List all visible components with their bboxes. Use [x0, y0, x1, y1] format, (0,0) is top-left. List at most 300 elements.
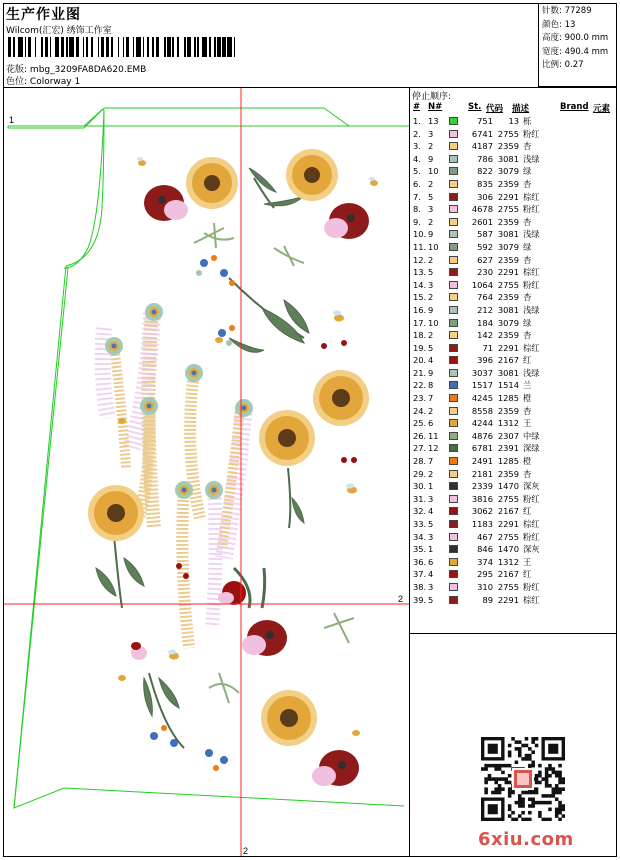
stop-row	[412, 531, 616, 544]
needle-number: 9	[428, 153, 434, 164]
thread-description: 栎	[523, 116, 532, 126]
color-swatch	[449, 256, 458, 264]
stop-row	[412, 266, 616, 279]
bee	[346, 484, 357, 494]
thread-description: 杏	[523, 405, 532, 416]
stop-row	[412, 392, 616, 405]
needle-number: 8	[428, 380, 434, 391]
stitch-count: 4187	[471, 141, 493, 152]
header-stitches: St.	[468, 102, 482, 112]
needle-number: 4	[428, 355, 434, 366]
color-swatch	[449, 268, 458, 276]
stop-number: 7.	[413, 191, 421, 202]
stitch-count: 822	[477, 166, 493, 177]
thread-code: 2359	[497, 468, 519, 479]
thread-code: 2167	[497, 355, 519, 366]
color-swatch	[449, 533, 458, 541]
needle-number: 3	[428, 531, 434, 542]
guide-label-bottom: 2	[243, 846, 249, 856]
stop-number: 34.	[413, 531, 427, 542]
column-divider	[409, 87, 410, 857]
stop-row	[412, 317, 616, 330]
sunflower	[88, 485, 144, 541]
stitch-count: 212	[477, 304, 493, 315]
thread-description: 粉红	[523, 128, 540, 139]
thread-code: 3081	[497, 153, 519, 164]
thread-description: 红	[523, 355, 532, 366]
stop-number: 27.	[413, 443, 427, 454]
stitch-count: 2601	[471, 216, 493, 227]
thread-description: 粉红	[523, 279, 540, 290]
stop-row	[412, 594, 616, 607]
color-swatch	[449, 281, 458, 289]
stop-number: 23.	[413, 393, 427, 404]
stitch-count: 2339	[471, 481, 493, 492]
color-swatch	[449, 419, 458, 427]
header-element: 元素	[593, 104, 611, 114]
bee	[352, 730, 360, 736]
watermark: 6xiu.com	[478, 829, 574, 850]
garment-armhole	[66, 110, 104, 266]
color-swatch	[449, 293, 458, 301]
feather-eyes	[105, 303, 253, 499]
header-no: #	[413, 102, 421, 112]
thread-description: 粉红	[523, 493, 540, 504]
thread-description: 绿	[523, 166, 532, 177]
thread-code: 1285	[497, 393, 519, 404]
thread-description: 绿	[523, 241, 532, 252]
stitch-count: 751	[477, 116, 493, 126]
stop-row	[412, 304, 616, 317]
thread-description: 杏	[523, 292, 532, 303]
bee	[369, 177, 378, 186]
stop-number: 17.	[413, 317, 427, 328]
stat-height: 高度: 900.0 mm	[542, 33, 609, 43]
barcode	[8, 37, 236, 57]
thread-code: 2755	[497, 493, 519, 504]
colorway	[6, 74, 80, 87]
header-needle: N#	[428, 102, 443, 112]
poppy	[144, 185, 188, 221]
needle-number: 5	[428, 594, 434, 605]
stop-number: 8.	[413, 204, 421, 215]
stop-number: 31.	[413, 493, 427, 504]
stop-number: 9.	[413, 216, 421, 227]
needle-number: 6	[428, 556, 434, 567]
needle-number: 13	[428, 116, 439, 126]
stop-row	[412, 417, 616, 430]
color-swatch	[449, 545, 458, 553]
needle-number: 5	[428, 191, 434, 202]
poppy	[131, 642, 147, 660]
needle-number: 9	[428, 367, 434, 378]
stop-number: 18.	[413, 330, 427, 341]
thread-code: 2291	[497, 342, 519, 353]
stop-number: 10.	[413, 229, 427, 240]
stop-number: 6.	[413, 178, 421, 189]
stop-row	[412, 228, 616, 241]
header-code: 代码	[486, 104, 504, 114]
thread-code: 3081	[497, 304, 519, 315]
thread-code: 2291	[497, 594, 519, 605]
thread-code: 1312	[497, 418, 519, 429]
stop-number: 38.	[413, 581, 427, 592]
needle-number: 2	[428, 254, 434, 265]
thread-description: 红	[523, 569, 532, 580]
stats-box	[538, 3, 617, 87]
color-swatch	[449, 583, 458, 591]
color-swatch	[449, 356, 458, 364]
needle-number: 2	[428, 141, 434, 152]
garment-shoulder	[84, 108, 104, 126]
embroidery-preview	[4, 88, 409, 856]
stop-number: 12.	[413, 254, 427, 265]
stitch-count: 2491	[471, 456, 493, 467]
stop-number: 3.	[413, 141, 421, 152]
thread-code: 2359	[497, 292, 519, 303]
stop-row	[412, 518, 616, 531]
stop-row	[412, 178, 616, 191]
stop-row	[412, 581, 616, 594]
company-name: Wilcom(汇宏) 绣饰工作室	[6, 26, 112, 36]
thread-code: 2359	[497, 330, 519, 341]
thread-code: 2391	[497, 443, 519, 454]
needle-number: 2	[428, 468, 434, 479]
stop-number: 2.	[413, 128, 421, 139]
stitch-count: 764	[477, 292, 493, 303]
sunflower	[186, 157, 238, 209]
stop-row	[412, 279, 616, 292]
stitch-count: 396	[477, 355, 493, 366]
sheet-title: 生产作业图	[6, 7, 81, 23]
poppy	[312, 750, 359, 786]
stop-number: 1.	[413, 116, 421, 126]
needle-number: 7	[428, 456, 434, 467]
needle-number: 10	[428, 241, 439, 252]
stitch-count: 306	[477, 191, 493, 202]
thread-description: 杏	[523, 141, 532, 152]
needle-number: 3	[428, 493, 434, 504]
stop-row	[412, 115, 616, 128]
stop-row	[412, 203, 616, 216]
bee	[118, 418, 126, 424]
color-swatch	[449, 319, 458, 327]
stop-row	[412, 291, 616, 304]
color-swatch	[449, 482, 458, 490]
sunflower	[261, 690, 317, 746]
thread-code: 2167	[497, 569, 519, 580]
stitch-count: 3062	[471, 506, 493, 517]
thread-code: 13	[508, 116, 519, 126]
color-swatch	[449, 180, 458, 188]
poppy	[242, 620, 287, 656]
thread-code: 1285	[497, 456, 519, 467]
color-swatch	[449, 407, 458, 415]
stop-row	[412, 342, 616, 355]
stitch-count: 8558	[471, 405, 493, 416]
stitch-count: 71	[482, 342, 493, 353]
thread-description: 绿	[523, 317, 532, 328]
stitch-count: 846	[477, 544, 493, 555]
thread-code: 2755	[497, 204, 519, 215]
stop-number: 13.	[413, 267, 427, 278]
stitch-count: 467	[477, 531, 493, 542]
thread-code: 2755	[497, 128, 519, 139]
thread-code: 1470	[497, 481, 519, 492]
stop-sequence-title: 停止顺序:	[412, 92, 452, 102]
thread-code: 2755	[497, 279, 519, 290]
color-swatch	[449, 369, 458, 377]
thread-code: 2359	[497, 141, 519, 152]
color-swatch	[449, 193, 458, 201]
sunflower	[313, 370, 369, 426]
needle-number: 2	[428, 216, 434, 227]
table-bottom-divider	[410, 633, 617, 634]
color-swatch	[449, 218, 458, 226]
embroidery-artwork	[4, 88, 409, 856]
stop-number: 26.	[413, 430, 427, 441]
stitch-count: 1064	[471, 279, 493, 290]
stop-row	[412, 165, 616, 178]
stat-colors: 颜色: 13	[542, 19, 576, 30]
stop-row	[412, 442, 616, 455]
bee	[333, 311, 344, 322]
color-swatch	[449, 344, 458, 352]
stitch-count: 1183	[471, 519, 493, 529]
stitch-count: 4678	[471, 204, 493, 215]
color-swatch	[449, 444, 458, 452]
stop-number: 4.	[413, 153, 421, 164]
needle-number: 4	[428, 506, 434, 517]
color-swatch	[449, 142, 458, 150]
thread-description: 橙	[523, 393, 532, 404]
stop-number: 30.	[413, 481, 427, 492]
needle-number: 2	[428, 330, 434, 341]
needle-number: 5	[428, 267, 434, 278]
thread-description: 棕红	[523, 342, 540, 353]
stop-number: 32.	[413, 506, 427, 517]
needle-number: 5	[428, 519, 434, 529]
color-swatch	[449, 596, 458, 604]
stop-row	[412, 379, 616, 392]
thread-description: 粉红	[523, 531, 540, 542]
stop-row	[412, 216, 616, 229]
needle-number: 4	[428, 569, 434, 580]
poppy	[218, 581, 246, 605]
stop-row	[412, 468, 616, 481]
thread-description: 王	[523, 418, 532, 429]
stop-number: 15.	[413, 292, 427, 303]
stop-number: 35.	[413, 544, 427, 555]
thread-description: 棕红	[523, 594, 540, 605]
stop-number: 37.	[413, 569, 427, 580]
thread-description: 兰	[523, 380, 532, 391]
thread-description: 棕红	[523, 519, 540, 529]
thread-description: 杏	[523, 216, 532, 227]
stop-row	[412, 480, 616, 493]
needle-number: 10	[428, 166, 439, 177]
thread-description: 深绿	[523, 443, 540, 454]
header-description: 描述	[512, 104, 530, 114]
thread-description: 深灰	[523, 481, 540, 492]
thread-description: 浅绿	[523, 229, 540, 240]
thread-code: 2755	[497, 531, 519, 542]
stop-row	[412, 556, 616, 569]
thread-description: 浅绿	[523, 304, 540, 315]
thread-description: 粉红	[523, 204, 540, 215]
needle-number: 2	[428, 405, 434, 416]
thread-code: 2291	[497, 191, 519, 202]
stitch-count: 142	[477, 330, 493, 341]
stop-number: 21.	[413, 367, 427, 378]
color-swatch	[449, 130, 458, 138]
stop-number: 16.	[413, 304, 427, 315]
thread-description: 杏	[523, 330, 532, 341]
thread-description: 杏	[523, 178, 532, 189]
stop-row	[412, 254, 616, 267]
color-swatch	[449, 470, 458, 478]
stitch-count: 3816	[471, 493, 493, 504]
needle-number: 2	[428, 178, 434, 189]
color-swatch	[449, 570, 458, 578]
stop-row	[412, 568, 616, 581]
stitch-count: 835	[477, 178, 493, 189]
color-swatch	[449, 306, 458, 314]
stitch-count: 2181	[471, 468, 493, 479]
color-swatch	[449, 381, 458, 389]
stop-row	[412, 140, 616, 153]
stop-number: 29.	[413, 468, 427, 479]
stat-width: 宽度: 490.4 mm	[542, 46, 609, 57]
thread-code: 1470	[497, 544, 519, 555]
thread-code: 1312	[497, 556, 519, 567]
needle-number: 10	[428, 317, 439, 328]
thread-description: 橙	[523, 456, 532, 467]
stitch-count: 310	[477, 581, 493, 592]
color-swatch	[449, 457, 458, 465]
stop-number: 14.	[413, 279, 427, 290]
stitch-count: 230	[477, 267, 493, 278]
guide-label-right: 2	[398, 594, 404, 604]
stop-number: 24.	[413, 405, 427, 416]
color-swatch	[449, 205, 458, 213]
stop-row	[412, 405, 616, 418]
bee	[215, 337, 223, 343]
stop-row	[412, 367, 616, 380]
stop-sequence-rows	[412, 115, 616, 606]
thread-description: 浅绿	[523, 153, 540, 164]
guide-label-top-left: 1	[9, 115, 15, 125]
stop-row	[412, 191, 616, 204]
color-swatch	[449, 558, 458, 566]
sunflower	[259, 410, 315, 466]
stop-number: 36.	[413, 556, 427, 567]
thread-code: 2307	[497, 430, 519, 441]
thread-code: 3079	[497, 317, 519, 328]
thread-description: 粉红	[523, 581, 540, 592]
thread-code: 2359	[497, 405, 519, 416]
stop-number: 39.	[413, 594, 427, 605]
stop-row	[412, 493, 616, 506]
needle-number: 9	[428, 229, 434, 240]
stop-row	[412, 543, 616, 556]
stat-stitches: 针数: 77289	[542, 6, 592, 16]
qr-code	[481, 737, 565, 821]
thread-description: 杏	[523, 254, 532, 265]
stat-scale: 比例: 0.27	[542, 60, 584, 70]
stop-row	[412, 329, 616, 342]
thread-code: 3081	[497, 229, 519, 240]
thread-description: 浅绿	[523, 367, 540, 378]
needle-number: 6	[428, 418, 434, 429]
thread-code: 2755	[497, 581, 519, 592]
thread-description: 中绿	[523, 430, 540, 441]
color-swatch	[449, 495, 458, 503]
color-swatch	[449, 432, 458, 440]
stop-number: 19.	[413, 342, 427, 353]
bee	[118, 675, 126, 681]
color-swatch	[449, 507, 458, 515]
stop-row	[412, 128, 616, 141]
thread-description: 王	[523, 556, 532, 567]
colorway-label: 色位:	[6, 77, 28, 87]
stitch-count: 295	[477, 569, 493, 580]
design-label: 花版:	[6, 65, 28, 75]
thread-description: 棕红	[523, 267, 540, 278]
thread-description: 杏	[523, 468, 532, 479]
needle-number: 1	[428, 481, 434, 492]
thread-code: 2359	[497, 216, 519, 227]
color-swatch	[449, 167, 458, 175]
stop-row	[412, 354, 616, 367]
needle-number: 12	[428, 443, 439, 454]
stitch-count: 627	[477, 254, 493, 265]
stitch-count: 4244	[471, 418, 493, 429]
stitch-count: 4245	[471, 393, 493, 404]
thread-code: 3079	[497, 241, 519, 252]
stop-number: 22.	[413, 380, 427, 391]
stitch-count: 592	[477, 241, 493, 252]
thread-description: 棕红	[523, 191, 540, 202]
needle-number: 11	[428, 430, 439, 441]
stitch-count: 184	[477, 317, 493, 328]
stitch-count: 374	[477, 556, 493, 567]
stop-row	[412, 430, 616, 443]
stop-number: 11.	[413, 241, 427, 252]
color-swatch	[449, 520, 458, 528]
stitch-count: 6741	[471, 128, 493, 139]
color-swatch	[449, 155, 458, 163]
stop-number: 20.	[413, 355, 427, 366]
poppy	[324, 203, 369, 239]
needle-number: 9	[428, 304, 434, 315]
design-value: mbg_3209FA8DA620.EMB	[29, 65, 147, 75]
stitch-count: 587	[477, 229, 493, 240]
stitch-count: 6781	[471, 443, 493, 454]
stitch-count: 89	[482, 594, 493, 605]
garment-side-seam	[14, 266, 66, 808]
header-brand: Brand	[560, 102, 589, 112]
stop-row	[412, 241, 616, 254]
thread-code: 3081	[497, 367, 519, 378]
stitch-count: 4876	[471, 430, 493, 441]
stitch-count: 786	[477, 153, 493, 164]
stitch-count: 3037	[471, 367, 493, 378]
thread-description: 红	[523, 506, 532, 517]
color-swatch	[449, 331, 458, 339]
bee	[168, 650, 179, 660]
stop-row	[412, 505, 616, 518]
